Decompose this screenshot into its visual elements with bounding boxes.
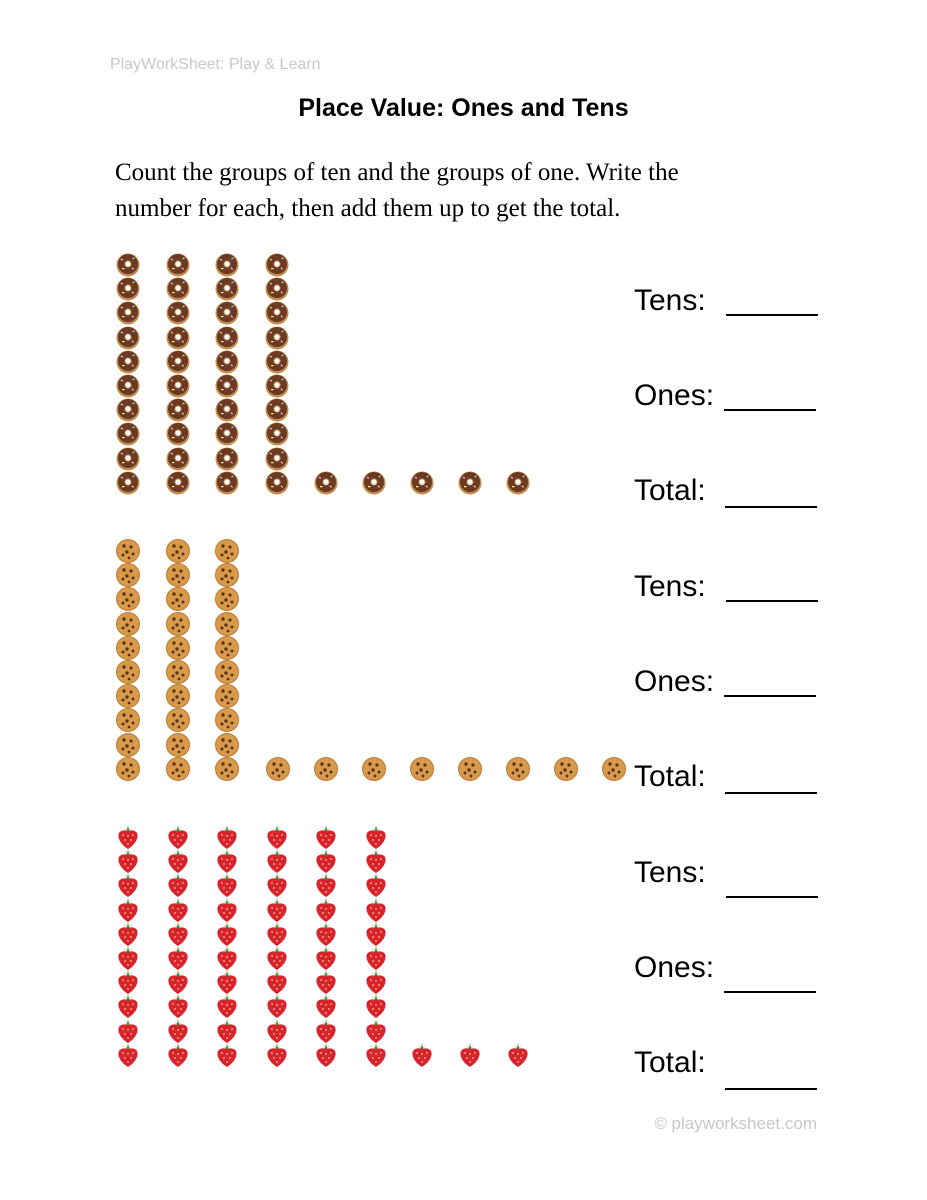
strawberry-icon — [313, 969, 339, 995]
strawberry-icon — [214, 921, 240, 947]
cookie-objects — [0, 536, 620, 826]
strawberry-icon — [115, 969, 141, 995]
strawberry-icon — [313, 848, 339, 874]
cookie-icon — [115, 611, 141, 637]
cookie-icon — [115, 659, 141, 685]
cookie-icon — [214, 586, 240, 612]
cookie-icon — [115, 707, 141, 733]
strawberry-icon — [214, 969, 240, 995]
strawberry-icon — [214, 1018, 240, 1044]
brand-text: PlayWorkSheet: Play & Learn — [110, 56, 321, 73]
total-label: Total: — [634, 474, 706, 507]
cookie-icon — [214, 756, 240, 782]
counting-section-cookies — [0, 536, 927, 826]
total-label: Total: — [634, 1046, 706, 1079]
donut-icon — [264, 421, 290, 447]
instructions-text: Count the groups of ten and the groups of one. Write the number for each, then add them up to get the total. — [115, 159, 679, 222]
tens-label: Tens: — [634, 284, 706, 317]
cookie-icon — [165, 611, 191, 637]
donut-icon — [165, 252, 191, 278]
strawberry-icon — [115, 848, 141, 874]
donut-icon — [115, 373, 141, 399]
donut-icon — [409, 470, 435, 496]
strawberry-icon — [165, 921, 191, 947]
strawberry-icon — [264, 872, 290, 898]
donut-icon — [165, 397, 191, 423]
strawberry-icon — [409, 1042, 435, 1068]
strawberry-icon — [115, 824, 141, 850]
donut-icon — [214, 325, 240, 351]
strawberry-icon — [363, 1042, 389, 1068]
donut-icon — [214, 421, 240, 447]
strawberry-icon — [115, 872, 141, 898]
total-blank[interactable] — [725, 1088, 817, 1090]
donut-icon — [115, 397, 141, 423]
cookie-icon — [165, 562, 191, 588]
tens-label: Tens: — [634, 570, 706, 603]
donut-icon — [457, 470, 483, 496]
counting-section-donuts — [0, 250, 927, 540]
tens-label: Tens: — [634, 856, 706, 889]
strawberry-icon — [165, 848, 191, 874]
strawberry-icon — [264, 1042, 290, 1068]
strawberry-icon — [264, 921, 290, 947]
donut-icon — [505, 470, 531, 496]
donut-icon — [264, 325, 290, 351]
cookie-icon — [165, 635, 191, 661]
tens-blank[interactable] — [726, 896, 818, 898]
cookie-icon — [214, 683, 240, 709]
donut-icon — [313, 470, 339, 496]
counting-section-strawberries — [0, 822, 927, 1112]
footer-copyright: © playworksheet.com — [654, 1114, 817, 1133]
donut-icon — [115, 470, 141, 496]
strawberry-icon — [264, 969, 290, 995]
strawberry-icon — [165, 824, 191, 850]
total-label: Total: — [634, 760, 706, 793]
cookie-icon — [115, 635, 141, 661]
tens-answer — [634, 284, 706, 318]
strawberry-icon — [313, 824, 339, 850]
strawberry-icon — [313, 993, 339, 1019]
donut-icon — [115, 252, 141, 278]
tens-blank[interactable] — [726, 600, 818, 602]
donut-icon — [264, 470, 290, 496]
strawberry-icon — [214, 993, 240, 1019]
cookie-icon — [214, 538, 240, 564]
ones-blank[interactable] — [724, 409, 816, 411]
strawberry-icon — [214, 945, 240, 971]
strawberry-icon — [363, 824, 389, 850]
ones-label: Ones: — [634, 951, 715, 984]
donut-icon — [165, 276, 191, 302]
cookie-icon — [115, 538, 141, 564]
page-title: Place Value: Ones and Tens — [298, 94, 629, 122]
total-answer — [634, 474, 706, 508]
total-answer — [634, 1046, 706, 1080]
strawberry-icon — [214, 848, 240, 874]
strawberry-icon — [115, 897, 141, 923]
donut-icon — [264, 349, 290, 375]
donut-icon — [115, 349, 141, 375]
cookie-icon — [214, 732, 240, 758]
donut-icon — [264, 446, 290, 472]
donut-icon — [165, 300, 191, 326]
donut-icon — [214, 446, 240, 472]
strawberry-icon — [457, 1042, 483, 1068]
donut-icon — [115, 276, 141, 302]
donut-icon — [165, 349, 191, 375]
cookie-icon — [214, 707, 240, 733]
strawberry-icon — [165, 945, 191, 971]
donut-icon — [214, 300, 240, 326]
cookie-icon — [165, 586, 191, 612]
strawberry-icon — [264, 897, 290, 923]
strawberry-icon — [165, 1018, 191, 1044]
strawberry-icon — [264, 824, 290, 850]
ones-answer — [634, 951, 714, 985]
strawberry-icon — [165, 872, 191, 898]
strawberry-icon — [214, 872, 240, 898]
strawberry-icon — [264, 993, 290, 1019]
donut-icon — [214, 349, 240, 375]
strawberry-icon — [165, 897, 191, 923]
strawberry-icon — [214, 824, 240, 850]
strawberry-icon — [264, 1018, 290, 1044]
donut-icon — [165, 373, 191, 399]
strawberry-icon — [313, 897, 339, 923]
cookie-icon — [214, 635, 240, 661]
donut-icon — [115, 446, 141, 472]
donut-icon — [264, 397, 290, 423]
cookie-icon — [361, 756, 387, 782]
strawberry-icon — [115, 945, 141, 971]
donut-icon — [214, 397, 240, 423]
donut-icon — [361, 470, 387, 496]
tens-answer — [634, 856, 706, 890]
donut-icon — [264, 252, 290, 278]
ones-label: Ones: — [634, 665, 715, 698]
donut-icon — [115, 300, 141, 326]
total-blank[interactable] — [725, 506, 817, 508]
strawberry-icon — [313, 1042, 339, 1068]
ones-blank[interactable] — [724, 991, 816, 993]
ones-answer — [634, 379, 714, 413]
cookie-icon — [457, 756, 483, 782]
donut-icon — [165, 325, 191, 351]
cookie-icon — [214, 562, 240, 588]
strawberry-icon — [214, 897, 240, 923]
cookie-icon — [165, 707, 191, 733]
donut-icon — [115, 421, 141, 447]
strawberry-icon — [115, 1018, 141, 1044]
cookie-icon — [409, 756, 435, 782]
cookie-icon — [165, 756, 191, 782]
cookie-icon — [165, 732, 191, 758]
cookie-icon — [265, 756, 291, 782]
strawberry-icon — [313, 945, 339, 971]
donut-icon — [214, 373, 240, 399]
strawberry-icon — [264, 945, 290, 971]
cookie-icon — [214, 659, 240, 685]
donut-icon — [165, 421, 191, 447]
donut-objects — [0, 250, 620, 540]
strawberry-icon — [363, 897, 389, 923]
strawberry-icon — [363, 921, 389, 947]
donut-icon — [115, 325, 141, 351]
ones-blank[interactable] — [724, 695, 816, 697]
cookie-icon — [115, 732, 141, 758]
total-blank[interactable] — [725, 792, 817, 794]
total-answer — [634, 760, 706, 794]
cookie-icon — [165, 659, 191, 685]
cookie-icon — [214, 611, 240, 637]
strawberry-icon — [363, 1018, 389, 1044]
donut-icon — [165, 470, 191, 496]
strawberry-icon — [363, 848, 389, 874]
strawberry-icon — [165, 993, 191, 1019]
strawberry-icon — [363, 872, 389, 898]
strawberry-icon — [214, 1042, 240, 1068]
tens-blank[interactable] — [726, 314, 818, 316]
donut-icon — [214, 470, 240, 496]
cookie-icon — [115, 683, 141, 709]
donut-icon — [264, 373, 290, 399]
strawberry-icon — [165, 969, 191, 995]
cookie-icon — [601, 756, 627, 782]
strawberry-icon — [165, 1042, 191, 1068]
ones-answer — [634, 665, 714, 699]
cookie-icon — [165, 683, 191, 709]
strawberry-icon — [363, 969, 389, 995]
strawberry-icon — [313, 1018, 339, 1044]
ones-label: Ones: — [634, 379, 715, 412]
strawberry-icon — [313, 921, 339, 947]
tens-answer — [634, 570, 706, 604]
strawberry-icon — [363, 945, 389, 971]
cookie-icon — [505, 756, 531, 782]
cookie-icon — [313, 756, 339, 782]
strawberry-icon — [115, 1042, 141, 1068]
donut-icon — [264, 276, 290, 302]
strawberry-icon — [115, 921, 141, 947]
donut-icon — [214, 252, 240, 278]
strawberry-icon — [363, 993, 389, 1019]
cookie-icon — [165, 538, 191, 564]
strawberry-icon — [115, 993, 141, 1019]
strawberry-objects — [0, 822, 620, 1112]
strawberry-icon — [264, 848, 290, 874]
strawberry-icon — [313, 872, 339, 898]
donut-icon — [214, 276, 240, 302]
cookie-icon — [115, 562, 141, 588]
cookie-icon — [115, 756, 141, 782]
cookie-icon — [115, 586, 141, 612]
donut-icon — [165, 446, 191, 472]
cookie-icon — [553, 756, 579, 782]
donut-icon — [264, 300, 290, 326]
strawberry-icon — [505, 1042, 531, 1068]
